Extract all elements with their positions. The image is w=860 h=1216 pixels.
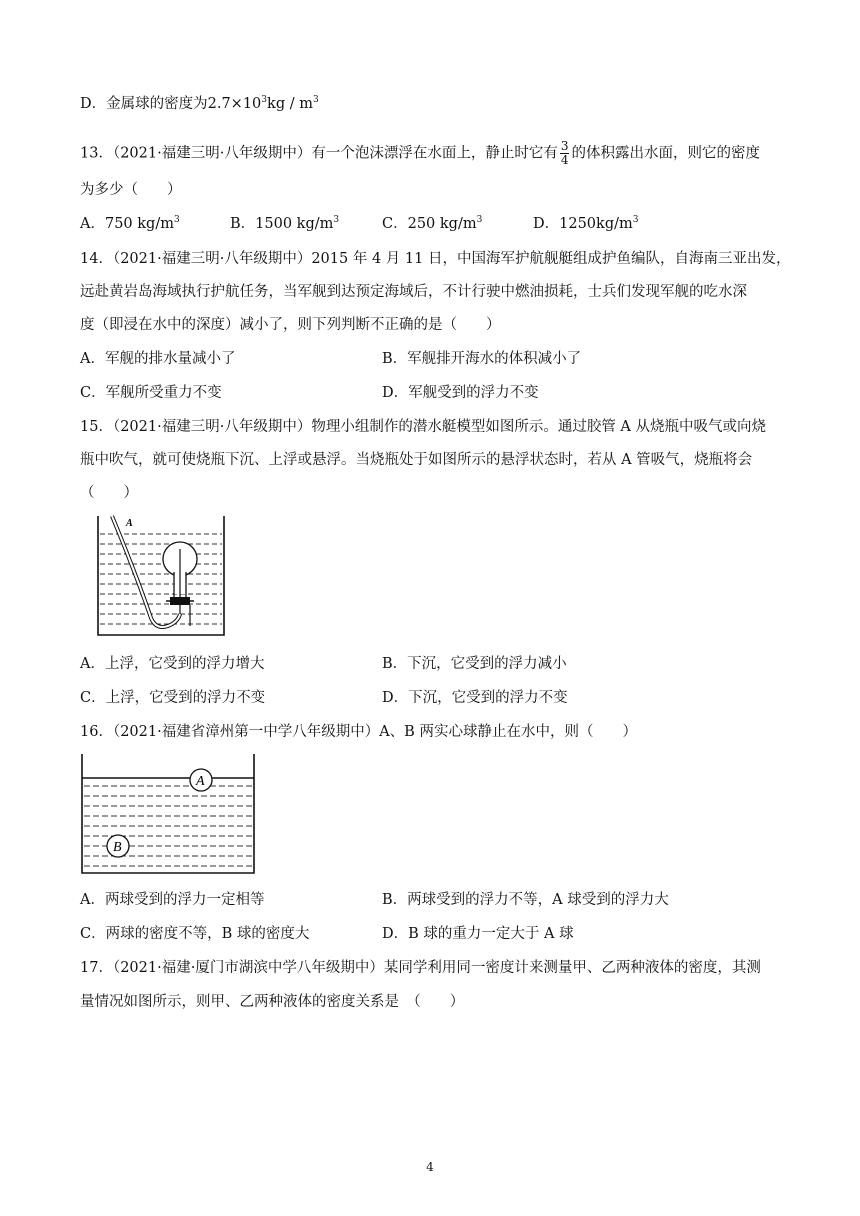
q16-option-c: C．两球的密度不等，B 球的密度大 xyxy=(80,926,310,942)
two-balls-figure xyxy=(80,752,256,876)
q13-option-c: C．250 $kg/m^3$ xyxy=(382,215,483,232)
q14-option-b: B．军舰排开海水的体积减小了 xyxy=(382,351,582,367)
q13-option-b: B．1500 $kg/m^3$ xyxy=(230,215,340,232)
q14-stem-line2: 远赴黄岩岛海域执行护航任务，当军舰到达预定海域后，不计行驶中燃油损耗，士兵们发现军舰的吃水深 xyxy=(80,284,747,300)
q14-option-c: C．军舰所受重力不变 xyxy=(80,385,222,401)
submarine-model-figure xyxy=(96,514,228,640)
q13-option-a: A．750 $kg/m^3$ xyxy=(80,215,180,232)
q12-option-d: D．金属球的密度为$2.7\times 10^3kg / m^3$ xyxy=(80,95,319,112)
q15-stem-line1: 15．（2021·福建三明·八年级期中）物理小组制作的潜水艇模型如图所示。通过胶管 A 从烧瓶中吸气或向烧 xyxy=(80,419,767,435)
q16-stem-line1: 16．（2021·福建省漳州第一中学八年级期中）A、B 两实心球静止在水中，则（ ） xyxy=(80,724,637,740)
q13-stem-line1: 13．（2021·福建三明·八年级期中）有一个泡沫漂浮在水面上，静止时它有 $\frac{3}{4}$ 的体积露出水面，则它的密度 xyxy=(80,139,760,167)
q15-option-b: B．下沉，它受到的浮力减小 xyxy=(382,656,567,672)
q16-option-b: B．两球受到的浮力不等，A 球受到的浮力大 xyxy=(382,892,669,908)
fraction-three-quarters: $\frac{3}{4}$ xyxy=(560,139,569,167)
ball-b-label: B xyxy=(113,840,122,855)
q14-stem-line3: 度（即浸在水中的深度）减小了，则下列判断不正确的是（ ） xyxy=(80,317,501,333)
q15-stem-line3: （ ） xyxy=(80,485,138,501)
q13-option-d: D．$1250kg/m^3$ xyxy=(533,215,639,232)
q16-option-a: A．两球受到的浮力一定相等 xyxy=(80,892,265,908)
q15-stem-line2: 瓶中吹气，就可使烧瓶下沉、上浮或悬浮。当烧瓶处于如图所示的悬浮状态时，若从 A 管吸气，烧瓶将会 xyxy=(80,452,753,468)
ball-a-label: A xyxy=(196,774,205,789)
q14-option-d: D．军舰受到的浮力不变 xyxy=(382,385,539,401)
tube-label-a: A xyxy=(126,518,133,529)
q15-option-d: D．下沉，它受到的浮力不变 xyxy=(382,690,568,706)
q14-option-a: A．军舰的排水量减小了 xyxy=(80,351,236,367)
page-number: 4 xyxy=(426,1160,434,1174)
q15-option-a: A．上浮，它受到的浮力增大 xyxy=(80,656,265,672)
q13-stem-line2: 为多少（ ） xyxy=(80,182,182,198)
q17-stem-line1: 17．（2021·福建·厦门市湖滨中学八年级期中）某同学利用同一密度计来测量甲、乙两种液体的密度，其测 xyxy=(80,960,761,976)
q14-stem-line1: 14．（2021·福建三明·八年级期中）2015 年 4 月 11 日，中国海军护航舰艇组成护鱼编队，自海南三亚出发， xyxy=(80,251,791,267)
q17-stem-line2: 量情况如图所示，则甲、乙两种液体的密度关系是 （ ） xyxy=(80,994,465,1010)
q16-option-d: D．B 球的重力一定大于 A 球 xyxy=(382,926,574,942)
q15-option-c: C．上浮，它受到的浮力不变 xyxy=(80,690,266,706)
